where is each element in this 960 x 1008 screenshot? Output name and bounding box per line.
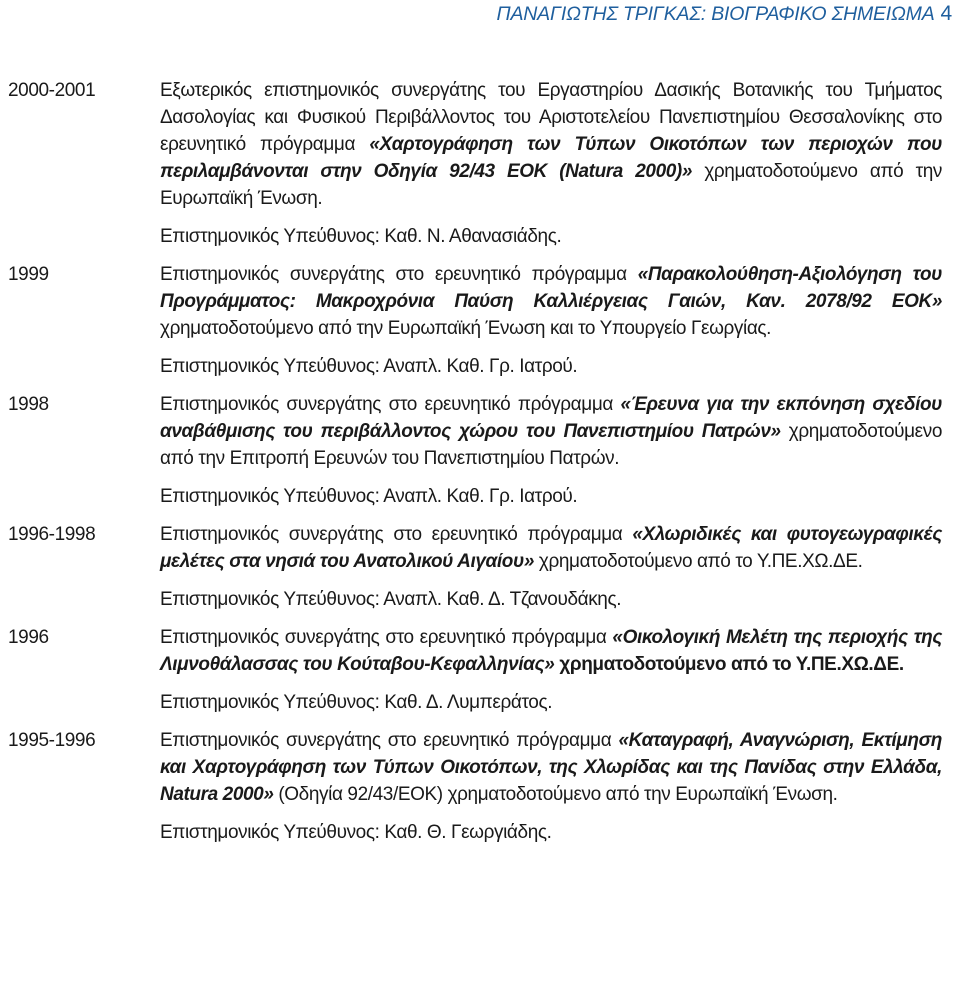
- entry-body: [160, 521, 942, 624]
- entry-body: [160, 261, 942, 391]
- entry-program-title: «Χαρτογράφηση των Τύπων Οικοτόπων των περιοχών που περιλαμβάνονται στην Οδηγία 92/43 ΕΟΚ (Natura 2000)»: [160, 134, 942, 182]
- entry-year: 2000-2001: [8, 80, 96, 101]
- cv-entry: [8, 391, 942, 521]
- entry-program-title: «Χλωριδικές και φυτογεωγραφικές μελέτες στα νησιά του Ανατολικού Αιγαίου»: [160, 524, 942, 572]
- entry-year: 1996: [8, 627, 49, 648]
- entry-text-before: Επιστημονικός συνεργάτης στο ερευνητικό πρόγραμμα: [160, 524, 633, 545]
- entry-responsible: Επιστημονικός Υπεύθυνος: Αναπλ. Καθ. Δ. Τζανουδάκης.: [160, 589, 622, 610]
- entry-program-title: «Οικολογική Μελέτη της περιοχής της Λιμνοθάλασσας του Κούταβου-Κεφαλληνίας»: [160, 627, 942, 675]
- entry-text-before: Επιστημονικός συνεργάτης στο ερευνητικό πρόγραμμα: [160, 394, 621, 415]
- entry-text-before: Εξωτερικός επιστημονικός συνεργάτης του Εργαστηρίου Δασικής Βοτανικής του Τμήματος Δασολογίας και Φυσικού Περιβάλλοντος του Αριστοτελείου Πανεπιστημίου Θεσσαλονίκης στο ερευνητικό πρόγραμμα: [160, 80, 942, 155]
- entry-program-title: «Καταγραφή, Αναγνώριση, Εκτίμηση και Χαρτογράφηση των Τύπων Οικοτόπων, της Χλωρίδας και της Πανίδας στην Ελλάδα, Natura 2000»: [160, 730, 942, 805]
- entry-body: [160, 624, 942, 727]
- entry-description: [160, 391, 942, 472]
- entry-body: [160, 77, 942, 261]
- cv-entry: [8, 77, 942, 261]
- cv-research-list: [8, 77, 942, 857]
- entry-description: [160, 521, 942, 575]
- entry-text-before: Επιστημονικός συνεργάτης στο ερευνητικό πρόγραμμα: [160, 627, 613, 648]
- entry-description: [160, 77, 942, 212]
- cv-entry: [8, 624, 942, 727]
- entry-text-after: χρηματοδοτούμενο από το Υ.ΠΕ.ΧΩ.ΔΕ.: [554, 654, 904, 675]
- entry-year: 1995-1996: [8, 730, 96, 751]
- page-number: 4: [940, 2, 952, 25]
- entry-responsible: Επιστημονικός Υπεύθυνος: Αναπλ. Καθ. Γρ. Ιατρού.: [160, 356, 578, 377]
- entry-text-after: χρηματοδοτούμενο από το Υ.ΠΕ.ΧΩ.ΔΕ.: [534, 551, 863, 572]
- entry-responsible: Επιστημονικός Υπεύθυνος: Αναπλ. Καθ. Γρ. Ιατρού.: [160, 486, 578, 507]
- entry-responsible: Επιστημονικός Υπεύθυνος: Καθ. Θ. Γεωργιάδης.: [160, 822, 552, 843]
- entry-description: [160, 261, 942, 342]
- entry-year: 1998: [8, 394, 49, 415]
- entry-description: [160, 727, 942, 808]
- entry-description: [160, 624, 942, 678]
- entry-text-before: Επιστημονικός συνεργάτης στο ερευνητικό πρόγραμμα: [160, 730, 619, 751]
- entry-program-title: «Έρευνα για την εκπόνηση σχεδίου αναβάθμισης του περιβάλλοντος χώρου του Πανεπιστημίου Πατρών»: [160, 394, 942, 442]
- entry-responsible: Επιστημονικός Υπεύθυνος: Καθ. Δ. Λυμπεράτος.: [160, 692, 553, 713]
- entry-body: [160, 727, 942, 857]
- entry-text-after: χρηματοδοτούμενο από την Ευρωπαϊκή Ένωση και το Υπουργείο Γεωργίας.: [160, 318, 772, 339]
- entry-year: 1999: [8, 264, 49, 285]
- entry-text-before: Επιστημονικός συνεργάτης στο ερευνητικό πρόγραμμα: [160, 264, 638, 285]
- cv-entry: [8, 261, 942, 391]
- page-header: [497, 2, 952, 26]
- entry-text-after: χρηματοδοτούμενο από την Επιτροπή Ερευνών του Πανεπιστημίου Πατρών.: [160, 421, 942, 469]
- entry-text-after: (Οδηγία 92/43/ΕΟΚ) χρηματοδοτούμενο από την Ευρωπαϊκή Ένωση.: [273, 784, 838, 805]
- entry-body: [160, 391, 942, 521]
- entry-program-title: «Παρακολούθηση-Αξιολόγηση του Προγράμματος: Μακροχρόνια Παύση Καλλιέργειας Γαιών, Καν. 2078/92 ΕΟΚ»: [160, 264, 942, 312]
- entry-year: 1996-1998: [8, 524, 96, 545]
- cv-entry: [8, 727, 942, 857]
- entry-text-after: χρηματοδοτούμενο από την Ευρωπαϊκή Ένωση.: [160, 161, 942, 209]
- header-title: ΠΑΝΑΓΙΩΤΗΣ ΤΡΙΓΚΑΣ: ΒΙΟΓΡΑΦΙΚΟ ΣΗΜΕΙΩΜΑ: [496, 3, 935, 25]
- entry-responsible: Επιστημονικός Υπεύθυνος: Καθ. Ν. Αθανασιάδης.: [160, 226, 562, 247]
- cv-entry: [8, 521, 942, 624]
